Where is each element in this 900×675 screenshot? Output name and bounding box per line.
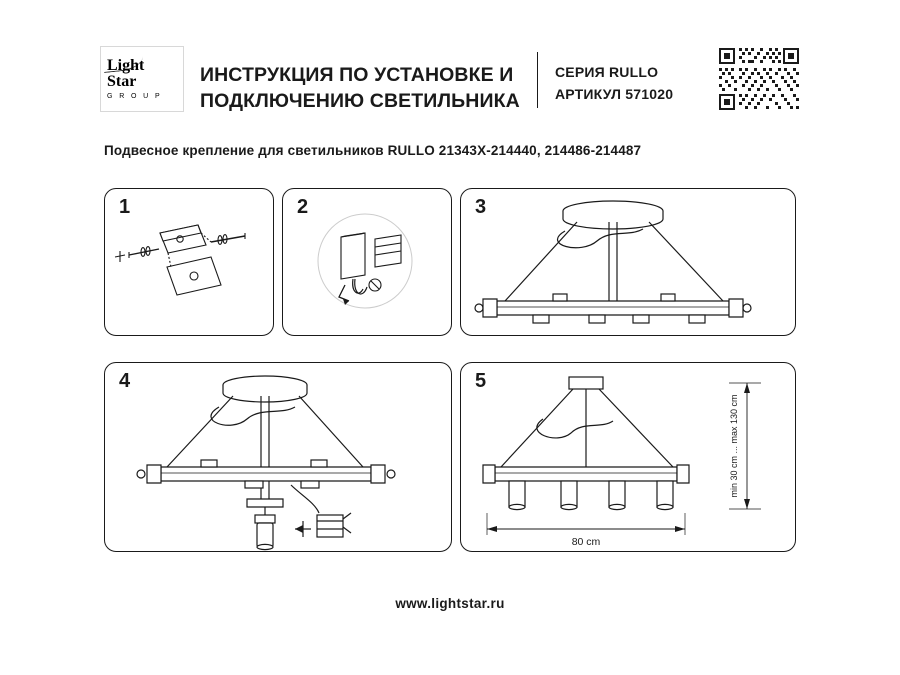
footer-website: www.lightstar.ru (395, 596, 505, 611)
document-subtitle: Подвесное крепление для светильников RULLO 21343X-214440, 214486-214487 (104, 143, 642, 158)
product-info (555, 62, 735, 105)
step-number-5: 5 (475, 370, 487, 392)
step-number-2: 2 (297, 196, 309, 218)
step-number-3: 3 (475, 196, 487, 218)
step-panel-5 (460, 362, 796, 552)
header-divider (537, 52, 538, 108)
step-3-diagram (461, 189, 797, 337)
step-number-4: 4 (119, 370, 131, 392)
logo-text-light: Light (107, 57, 145, 74)
width-dimension-label: 80 cm (571, 536, 601, 548)
lightstar-logo (100, 46, 184, 112)
page-title-line-1: ИНСТРУКЦИЯ ПО УСТАНОВКЕ И (200, 64, 514, 86)
step-panel-3 (460, 188, 796, 336)
step-5-diagram (461, 363, 797, 553)
step-2-diagram (283, 189, 453, 337)
step-panel-1 (104, 188, 274, 336)
step-number-1: 1 (119, 196, 131, 218)
logo-text-star: Star (107, 73, 137, 90)
product-article: АРТИКУЛ 571020 (555, 85, 674, 102)
qr-code-icon (717, 46, 801, 112)
page-title-line-2: ПОДКЛЮЧЕНИЮ СВЕТИЛЬНИКА (200, 90, 520, 113)
height-dimension-label: min 30 cm ... max 130 cm (729, 394, 739, 498)
step-panel-2 (282, 188, 452, 336)
step-1-diagram (105, 189, 275, 337)
document-header (100, 46, 800, 112)
step-4-diagram (105, 363, 453, 553)
product-series: СЕРИЯ RULLO (555, 64, 659, 80)
step-panel-4 (104, 362, 452, 552)
logo-text-group: G R O U P (107, 93, 163, 100)
